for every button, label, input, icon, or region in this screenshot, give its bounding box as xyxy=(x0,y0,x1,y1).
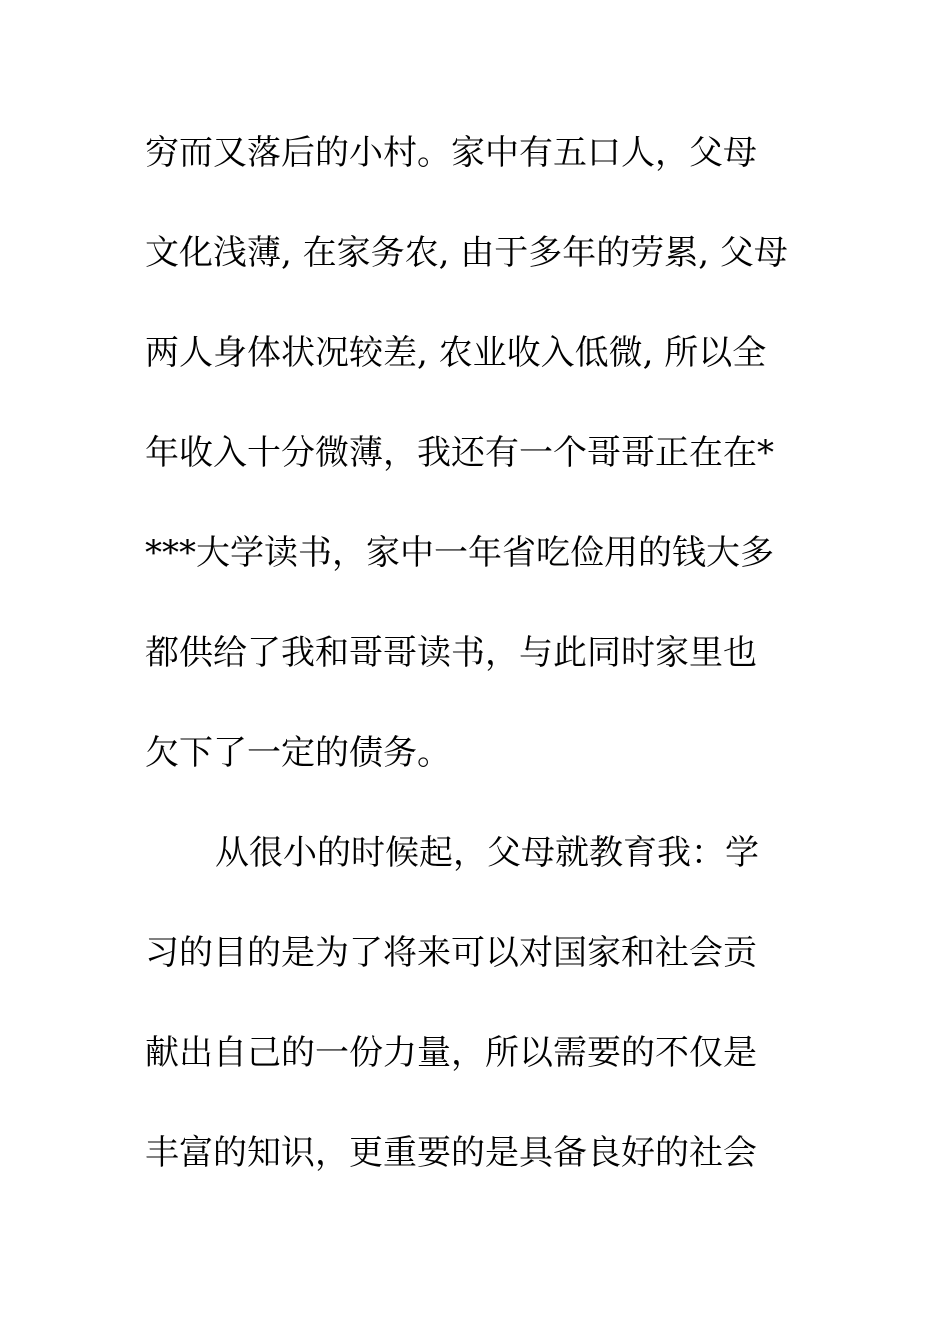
paragraph-start-line: 从很小的时候起，父母就教育我：学 xyxy=(215,833,759,873)
text-line: 年收入十分微薄，我还有一个哥哥正在在* xyxy=(145,433,774,473)
text-line: 都供给了我和哥哥读书，与此同时家里也 xyxy=(145,633,757,673)
text-line: 文化浅薄, 在家务农, 由于多年的劳累, 父母 xyxy=(145,233,788,273)
text-line: 习的目的是为了将来可以对国家和社会贡 xyxy=(145,933,757,973)
text-line: 丰富的知识，更重要的是具备良好的社会 xyxy=(145,1133,757,1173)
text-line: ***大学读书，家中一年省吃俭用的钱大多 xyxy=(145,533,774,573)
text-line: 两人身体状况较差, 农业收入低微, 所以全 xyxy=(145,333,767,373)
text-line: 穷而又落后的小村。家中有五口人，父母 xyxy=(145,133,757,173)
text-line: 欠下了一定的债务。 xyxy=(145,733,451,773)
text-line: 献出自己的一份力量，所以需要的不仅是 xyxy=(145,1033,757,1073)
